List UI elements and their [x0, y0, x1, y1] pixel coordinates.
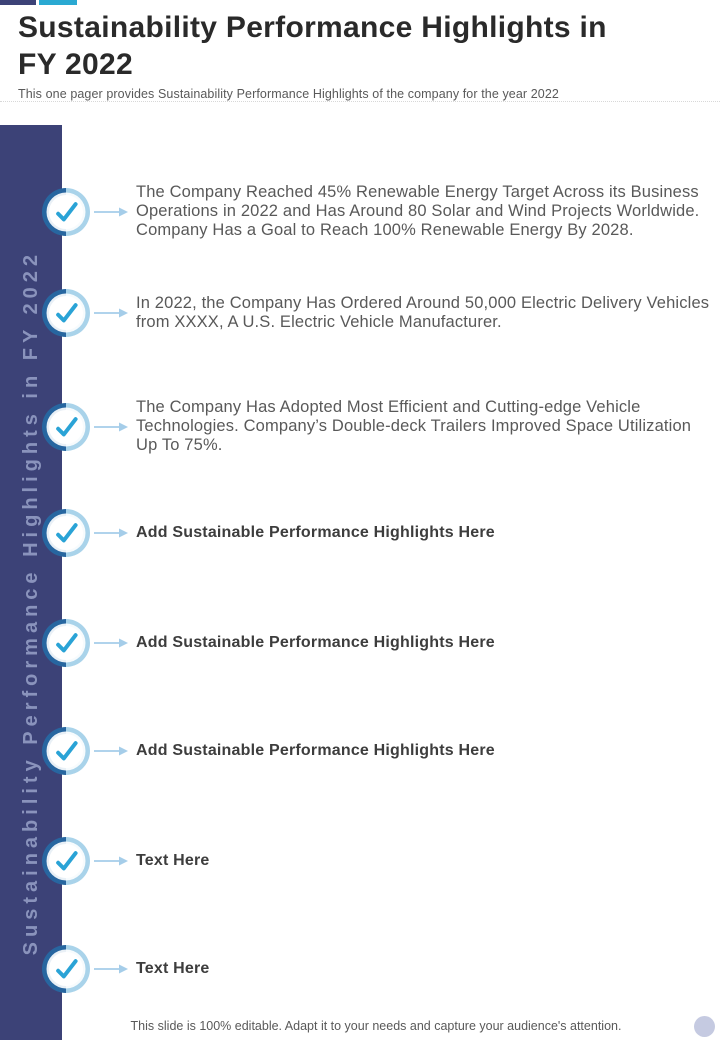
highlight-text: Text Here [136, 960, 210, 977]
highlight-item [42, 398, 714, 455]
check-icon [52, 737, 80, 765]
highlight-text: Text Here [136, 852, 210, 869]
check-icon [52, 847, 80, 875]
highlight-text: Add Sustainable Performance Highlights Here [136, 634, 495, 651]
arrow-icon [94, 421, 128, 433]
check-icon [52, 629, 80, 657]
highlight-item [42, 619, 714, 667]
arrow-icon [94, 855, 128, 867]
header-divider [0, 101, 720, 102]
arrow-icon [94, 307, 128, 319]
highlight-text: The Company Has Adopted Most Efficient and Cutting-edge Vehicle Technologies. Company’s Double-deck Trailers Improved Space Utilization Up To 75%. [136, 398, 692, 454]
page-title-line2: FY 2022 [18, 48, 133, 81]
highlight-text: In 2022, the Company Has Ordered Around 50,000 Electric Delivery Vehicles from XXXX, A U.S. Electric Vehicle Manufacturer. [136, 294, 710, 331]
highlight-item [42, 183, 714, 240]
check-icon [52, 198, 80, 226]
highlight-text: Add Sustainable Performance Highlights Here [136, 742, 495, 759]
vertical-banner [0, 125, 62, 1040]
check-marker [42, 403, 90, 451]
footer-note: This slide is 100% editable. Adapt it to your needs and capture your audience's attention. [130, 1019, 622, 1033]
highlight-item [42, 945, 714, 993]
check-marker [42, 727, 90, 775]
check-marker [42, 289, 90, 337]
page-subtitle: This one pager provides Sustainability Performance Highlights of the company for the year 2022 [18, 87, 559, 101]
highlight-text: The Company Reached 45% Renewable Energy Target Across its Business Operations in 2022 and Has Around 80 Solar and Wind Projects Worldwide. Company Has a Goal to Reach 100% Renewable Energy By 2028. [136, 183, 700, 239]
check-icon [52, 413, 80, 441]
page-title [18, 9, 688, 83]
decorative-circle [694, 1016, 715, 1037]
vertical-banner-label: Sustainability Performance Highlights in FY 2022 [19, 249, 42, 955]
check-icon [52, 299, 80, 327]
arrow-icon [94, 206, 128, 218]
arrow-icon [94, 745, 128, 757]
arrow-icon [94, 963, 128, 975]
check-icon [52, 955, 80, 983]
highlight-item [42, 509, 714, 557]
check-marker [42, 188, 90, 236]
accent-bar-teal [39, 0, 77, 5]
highlight-item [42, 289, 714, 337]
check-marker [42, 619, 90, 667]
highlight-item [42, 727, 714, 775]
arrow-icon [94, 637, 128, 649]
page-title-line1: Sustainability Performance Highlights in [18, 11, 607, 44]
check-icon [52, 519, 80, 547]
accent-bar-navy [0, 0, 36, 5]
check-marker [42, 837, 90, 885]
highlight-text: Add Sustainable Performance Highlights Here [136, 524, 495, 541]
arrow-icon [94, 527, 128, 539]
check-marker [42, 509, 90, 557]
check-marker [42, 945, 90, 993]
highlight-item [42, 837, 714, 885]
